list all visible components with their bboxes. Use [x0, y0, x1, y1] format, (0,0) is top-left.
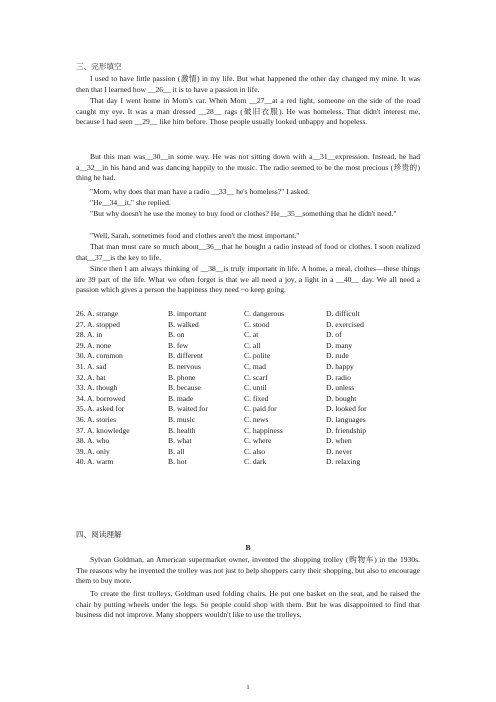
- option-choice: D. exercised: [326, 319, 364, 329]
- option-choice: D. of: [326, 330, 342, 340]
- option-choice: 28. A. in: [76, 330, 103, 340]
- option-row: [76, 351, 420, 362]
- option-row: [76, 309, 420, 320]
- option-choice: 38. A. who: [76, 436, 110, 446]
- option-choice: C. dark: [244, 457, 267, 467]
- option-choice: 30. A. common: [76, 351, 123, 361]
- option-choice: B. on: [168, 330, 185, 340]
- option-choice: 37. A. knowledge: [76, 425, 130, 435]
- option-choice: B. made: [168, 393, 194, 403]
- section-title-reading: 四、阅读理解: [76, 530, 122, 539]
- option-choice: B. important: [168, 309, 207, 318]
- option-choice: C. happiness: [244, 425, 283, 435]
- cloze-paragraph: "He__34__it," she replied.: [90, 198, 171, 207]
- option-choice: 27. A. stopped: [76, 319, 120, 329]
- option-choice: C. polite: [244, 351, 271, 361]
- option-choice: B. health: [168, 425, 196, 435]
- section-title-cloze: 三、完形填空: [76, 62, 122, 71]
- option-choice: C. stood: [244, 319, 270, 329]
- option-choice: B. nervous: [168, 361, 201, 371]
- cloze-paragraph: "Well, Sarah, sometimes food and clothes aren't the most important.": [90, 231, 300, 240]
- cloze-paragraph: "But why doesn't he use the money to buy food or clothes? He__35__something that he didn't need.": [90, 209, 397, 218]
- option-row: [76, 330, 420, 341]
- option-choice: C. paid for: [244, 404, 277, 414]
- option-choice: 40. A. warm: [76, 457, 114, 467]
- cloze-paragraph: That day I went home in Mom's car. When Mom __27__at a red light, someone on the side of the road caught my eye. It was a man dressed __28__ rags (破旧衣服). He was homeless. That didn't interest me, because I had seen __29__ like him before. Those people usually looked unhappy and hopeless.: [76, 96, 420, 127]
- option-choice: C. fixed: [244, 393, 269, 403]
- option-choice: D. friendship: [326, 425, 367, 435]
- cloze-paragraph: I used to have little passion (激情) in my life. But what happened the other day changed my mine. It was then that I learned how __26__ it is to have a passion in life.: [76, 74, 420, 94]
- option-row: [76, 415, 420, 426]
- option-row: [76, 373, 420, 384]
- option-choice: B. all: [168, 446, 185, 456]
- cloze-paragraph: "Mom, why does that man have a radio __33__ he's homeless?" I asked.: [90, 187, 310, 196]
- option-choice: D. never: [326, 446, 353, 456]
- option-choice: D. difficult: [326, 309, 360, 318]
- option-choice: D. bought: [326, 393, 357, 403]
- option-choice: 39. A. only: [76, 446, 110, 456]
- option-choice: B. hot: [168, 457, 187, 467]
- option-choice: B. phone: [168, 372, 196, 382]
- option-choice: D. when: [326, 436, 352, 446]
- option-choice: C. also: [244, 446, 266, 456]
- option-choice: D. languages: [326, 414, 366, 424]
- option-row: [76, 457, 420, 468]
- option-choice: B. music: [168, 414, 196, 424]
- cloze-paragraph: But this man was__30__in some way. He was not sitting down with a__31__expression. Instead, he had a__32__in his hand and was dancing happily to the music. The radio seemed to be the most precious (珍贵的) thing he had.: [76, 152, 420, 183]
- option-choice: B. because: [168, 383, 201, 393]
- option-choice: 32. A. hat: [76, 372, 106, 382]
- option-choice: C. mad: [244, 361, 266, 371]
- option-row: [76, 404, 420, 415]
- cloze-paragraph: Since then I am always thinking of __38__is truly important in life. A home, a meal, clothes—these things are 39 part of the life. What we often forget is that we all need a joy, a light in a __40__ day. We all need a passion which gives a person the happiness they need ~o keep going.: [76, 264, 420, 295]
- option-choice: 31. A. sad: [76, 361, 107, 371]
- option-row: [76, 394, 420, 405]
- passage-label: B: [245, 543, 251, 552]
- option-choice: 35. A. asked for: [76, 404, 125, 414]
- option-choice: 26. A. strange: [76, 309, 119, 318]
- cloze-paragraph: That man must care so much about__36__that he bought a radio instead of food or clothes. I soon realized that__37__is the key to life.: [76, 242, 420, 262]
- option-choice: D. radio: [326, 372, 351, 382]
- option-choice: C. news: [244, 414, 269, 424]
- option-choice: C. dangerous: [244, 309, 285, 318]
- option-choice: D. rude: [326, 351, 349, 361]
- option-choice: 34. A. borrowed: [76, 393, 126, 403]
- options-list: [76, 309, 420, 468]
- option-row: [76, 447, 420, 458]
- option-row: [76, 436, 420, 447]
- option-choice: D. happy: [326, 361, 354, 371]
- option-choice: C. where: [244, 436, 272, 446]
- option-choice: 33. A. though: [76, 383, 118, 393]
- option-choice: B. what: [168, 436, 192, 446]
- option-choice: C. all: [244, 340, 261, 350]
- option-choice: C. at: [244, 330, 259, 340]
- option-row: [76, 426, 420, 437]
- option-row: [76, 383, 420, 394]
- option-choice: 36. A. stories: [76, 414, 117, 424]
- option-choice: D. many: [326, 340, 353, 350]
- option-row: [76, 341, 420, 352]
- reading-paragraph: Sylvan Goldman, an American supermarket owner, invented the shopping trolley (购物车) in the 1930s. The reasons why he invented the trolley was not just to help shoppers carry their shopping, but also to encourage them to buy more.: [76, 555, 420, 586]
- option-choice: D. looked for: [326, 404, 367, 414]
- option-choice: B. different: [168, 351, 203, 361]
- option-choice: C. until: [244, 383, 267, 393]
- option-choice: D. unless: [326, 383, 355, 393]
- option-choice: 29. A. none: [76, 340, 112, 350]
- option-row: [76, 320, 420, 331]
- page-number: 1: [246, 684, 250, 691]
- option-choice: B. waited for: [168, 404, 208, 414]
- option-choice: D. relaxing: [326, 457, 361, 467]
- option-choice: B. walked: [168, 319, 199, 329]
- option-choice: C. scarf: [244, 372, 268, 382]
- option-row: [76, 362, 420, 373]
- option-choice: B. few: [168, 340, 189, 350]
- reading-paragraph: To create the first trolleys, Goldman used folding chairs. He put one basket on the seat, and he raised the chair by putting wheels under the legs. So people could shop with them. But he was disappointed to find that business did not improve. Many shoppers wouldn't like to use the trolleys,: [76, 589, 420, 620]
